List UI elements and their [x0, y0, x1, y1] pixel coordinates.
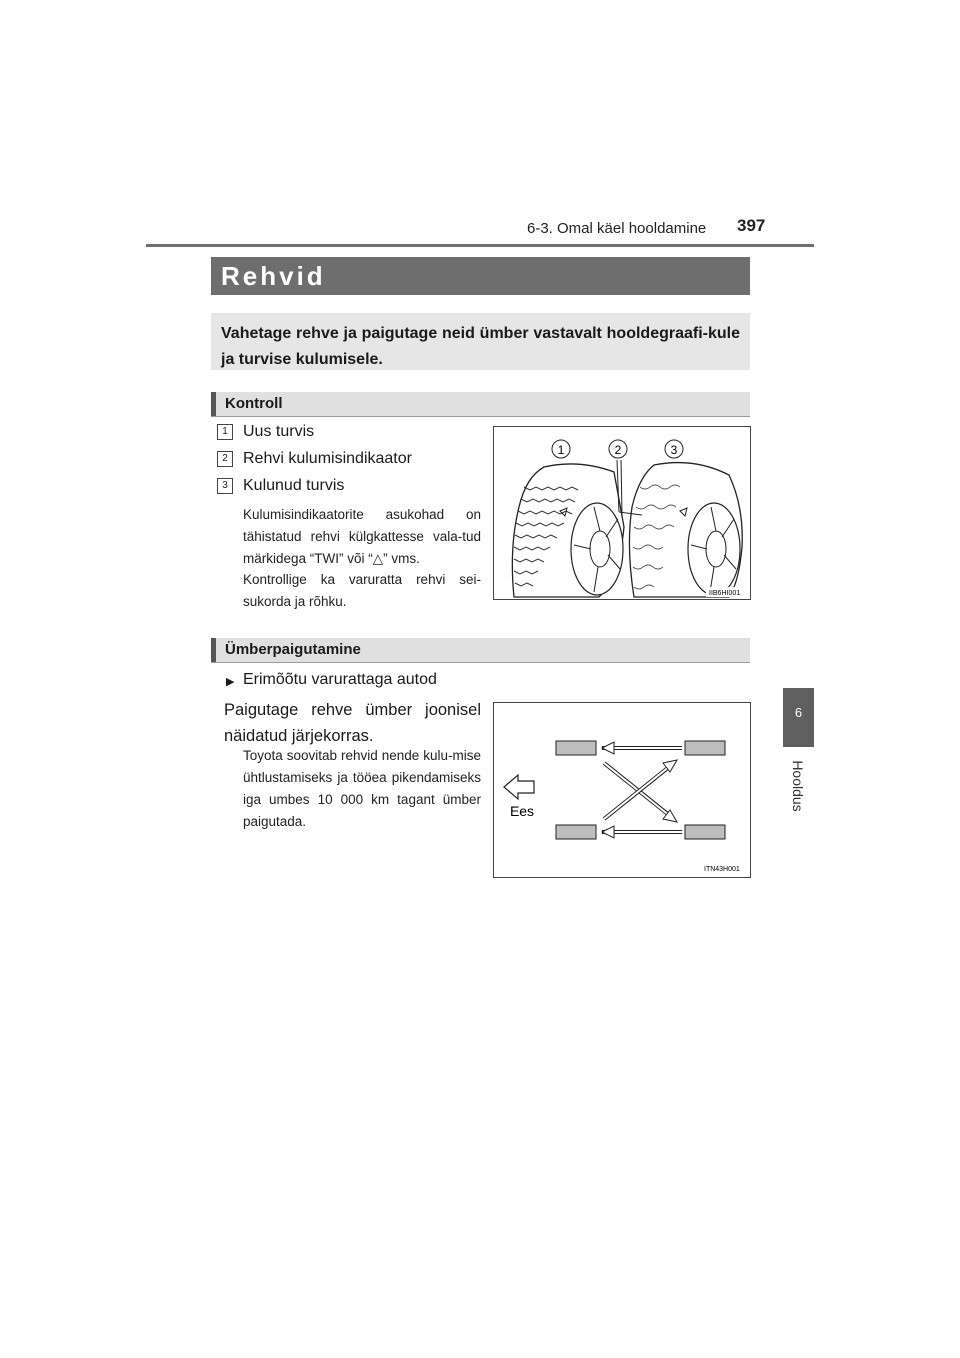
subheading-umberpaigutamine	[211, 638, 750, 663]
rotation-instruction: Paigutage rehve ümber joonisel näidatud järjekorras.	[224, 701, 481, 745]
callout-2: 2	[614, 443, 622, 457]
tire-tread-figure	[493, 426, 751, 600]
chapter-label	[781, 756, 815, 816]
spare-check-note: Kontrollige ka varuratta rehvi sei-sukorda ja rõhku.	[243, 572, 481, 609]
subheading-label: Kontroll	[225, 395, 283, 412]
figure-code-2: ITN43H001	[704, 866, 740, 873]
subheading-kontroll	[211, 392, 750, 417]
page-title-bar	[211, 257, 750, 295]
item-label-1: Uus turvis	[243, 423, 315, 440]
item-label-2: Rehvi kulumisindikaator	[243, 450, 412, 467]
page-title: Rehvid	[221, 261, 326, 291]
number-icon-2: 2	[217, 451, 233, 467]
tire-illustration	[494, 427, 750, 599]
front-label: Ees	[509, 803, 535, 819]
bullet-label: Erimõõtu varurattaga autod	[243, 671, 437, 688]
number-icon-1: 1	[217, 424, 233, 440]
rotation-diagram	[493, 702, 751, 878]
rotation-illustration	[494, 703, 750, 877]
page-number: 397	[737, 216, 766, 235]
rotation-note: Toyota soovitab rehvid nende kulu-mise ühtlustamiseks ja tööea pikendamiseks iga umbes 10 000 km tagant ümber paigutada.	[243, 748, 481, 829]
bullet-triangle-icon: ▶	[226, 676, 235, 688]
chapter-number: 6	[794, 705, 803, 720]
chapter-name: Hooldus	[790, 760, 806, 812]
wear-indicator-note: Kulumisindikaatorite asukohad on tähistatud rehvi külgkattesse vala-tud märkidega “TWI” või “△” vms.	[243, 507, 481, 566]
section-title: 6-3. Omal käel hooldamine	[527, 220, 707, 237]
header-rule	[146, 244, 814, 247]
figure-code-1: IIB6HI001	[709, 590, 741, 597]
callout-1: 1	[557, 443, 565, 457]
item-label-3: Kulunud turvis	[243, 477, 345, 494]
chapter-tab	[783, 688, 814, 747]
number-icon-3: 3	[217, 478, 233, 494]
intro-box	[211, 313, 750, 370]
subheading-label: Ümberpaigutamine	[225, 641, 361, 658]
callout-3: 3	[670, 443, 678, 457]
intro-text: Vahetage rehve ja paigutage neid ümber vastavalt hooldegraafi-kule ja turvise kulumisele.	[221, 325, 740, 368]
